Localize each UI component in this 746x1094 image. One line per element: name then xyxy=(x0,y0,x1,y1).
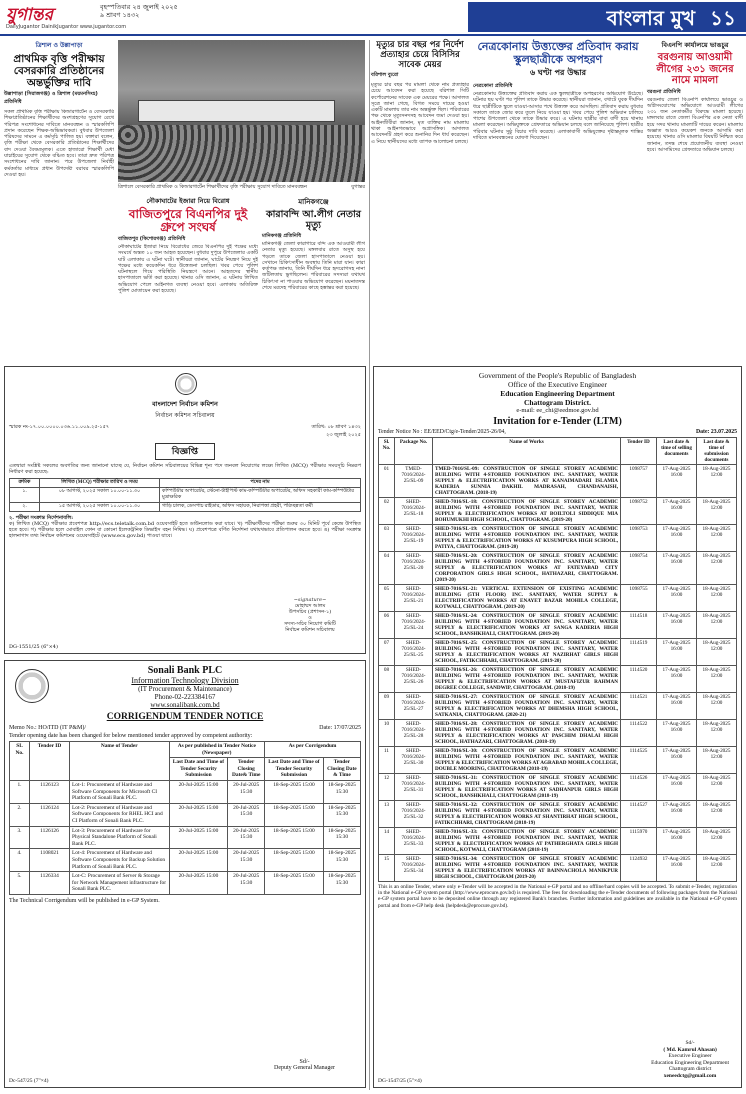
gov-cell-pkg: SHED-7016/2024-25/SL-21 xyxy=(395,585,433,612)
story-headline: বাজিতপুরে বিএনপির দুই গ্রুপে সংঘর্ষ xyxy=(128,207,248,234)
gov-cell-works: SHED-7016/SL-31: CONSTRUCTION OF SINGLE STOREY ACADEMIC BUILDING WITH 4-STORIED FOUNDATION INC. SANITARY, WATER SUPPLY & ELECTRIFICATION WORKS AT SADHANPUR GIRLS HIGH SCHOOL, BANSHKHALI, CHATTOGRAM (2018-19) xyxy=(433,774,621,801)
story-headline: প্রাথমিক বৃত্তি পরীক্ষায় বেসরকারি প্রতিষ্ঠানের অন্তর্ভুক্তির দাবি xyxy=(13,53,105,89)
ec-signer-role: সদস্য-সচিব নিয়োগ কমিটি xyxy=(284,621,336,627)
table-row xyxy=(10,849,361,872)
gov-cell-pkg: SHED-7016/2024-25/SL-30 xyxy=(395,747,433,774)
gov-cell-works: SHED-7016/SL-27: CONSTRUCTION OF SINGLE STOREY ACADEMIC BUILDING WITH 4-STORIED FOUNDATION INC. SANITARY, WATER SUPPLY & ELECTRIFICATION WORKS AT DHEMSHA HIGH SCHOOL, SATKANIA, CHATTOGRAM. (2020-21) xyxy=(433,693,621,720)
story-kicker: বিএনপি কার্যালয়ে ভাঙচুর xyxy=(661,41,729,49)
sonali-heading: CORRIGENDUM TENDER NOTICE xyxy=(106,712,264,722)
sonali-col-published: As per published in Tender Notice (Newspaper) xyxy=(169,742,265,758)
story-byline: বাজিতপুর (কিশোরগঞ্জ) প্রতিনিধি xyxy=(118,236,186,242)
ec-date-bangla: তারিখ: ০৮ শ্রাবণ ১৪৩২ xyxy=(311,424,361,430)
table-row xyxy=(379,498,737,525)
sonali-cell-c: 18-Sep-2025 15:00 xyxy=(265,803,324,826)
gov-cell-works: SHED-7016/SL-34: CONSTRUCTION OF SINGLE STOREY ACADEMIC BUILDING WITH 4-STORIED FOUNDATION INC. SANITARY, WATER SUPPLY & ELECTRIFICATION WORKS AT BAINNACHOLA MANIKPUR HIGH SCHOOL, CHATTOGRAM (2019-20) xyxy=(433,855,621,882)
sonali-col-name: Name of Tender xyxy=(70,742,170,781)
gov-cell-id: 1115970 xyxy=(621,828,657,855)
gov-cell-sub: 18-Aug-2025 12:00 xyxy=(697,774,737,801)
table-row xyxy=(379,525,737,552)
gov-cell-id: 1098752 xyxy=(621,498,657,525)
gov-cell-id: 1114518 xyxy=(621,612,657,639)
section-title xyxy=(468,2,746,32)
ec-signer-name: মোহাম্মদ আলম xyxy=(294,603,326,609)
gov-cell-sell: 17-Aug-2025 16:00 xyxy=(657,498,697,525)
sonali-col-sl: SL No. xyxy=(10,742,30,781)
table-row xyxy=(379,828,737,855)
sonali-cell-id: 1108021 xyxy=(30,849,70,872)
photo-caption xyxy=(118,184,365,190)
gov-cell-sl: 05 xyxy=(379,585,395,612)
sonali-cell-a: 20-Jul-2025 15:00 xyxy=(169,826,228,849)
gov-cell-works: SHED-7016/SL-33: CONSTRUCTION OF SINGLE STOREY ACADEMIC BUILDING WITH 4-STORIED FOUNDATION INC. SANITARY, WATER SUPPLY & ELECTRIFICATION WORKS AT PATHERGHATA GIRLS HIGH SCHOOL, KOTWALI, CHATTOGRAM (2018-19) xyxy=(433,828,621,855)
story-byline: বরিশাল ব্যুরো xyxy=(371,72,399,78)
ec-schedule-table xyxy=(9,478,361,512)
sonali-memo-row xyxy=(9,725,361,731)
photo-banner xyxy=(138,100,336,123)
sonali-tender-table xyxy=(9,741,361,895)
table-row xyxy=(379,552,737,585)
gov-cell-pkg: SHED-7016/2024-25/SL-32 xyxy=(395,801,433,828)
gov-line2: Office of the Executive Engineer xyxy=(508,380,607,389)
gov-col-works: Name of Works xyxy=(433,438,621,465)
gov-cell-sell: 17-Aug-2025 16:00 xyxy=(657,552,697,585)
table-row xyxy=(379,585,737,612)
gov-cell-sl: 09 xyxy=(379,693,395,720)
table-row xyxy=(379,465,737,498)
gov-cell-id: 1098755 xyxy=(621,585,657,612)
gov-tender-table xyxy=(378,437,737,882)
gov-cell-sub: 18-Aug-2025 12:00 xyxy=(697,525,737,552)
sonali-cell-a: 20-Jul-2025 15:00 xyxy=(169,803,228,826)
table-row xyxy=(379,774,737,801)
gov-cell-id: 1098754 xyxy=(621,552,657,585)
table-row xyxy=(379,693,737,720)
table-row xyxy=(379,801,737,828)
table-row xyxy=(379,639,737,666)
sonali-logo-icon xyxy=(15,669,49,703)
sonali-cell-d: 18-Sep-2025 15:30 xyxy=(323,803,360,826)
gov-cell-sl: 01 xyxy=(379,465,395,498)
gov-cell-id: 1114519 xyxy=(621,639,657,666)
ec-org-name: বাংলাদেশ নির্বাচন কমিশন xyxy=(152,400,218,408)
gov-cell-id: 1114527 xyxy=(621,801,657,828)
gov-line4: Chattogram District. xyxy=(523,398,592,407)
sonali-bank-notice xyxy=(4,660,366,1088)
ec-signature-block: ~signature~ মোহাম্মদ আলম উপসচিব (প্রশাসন-১) ও সদস্য-সচিব নিয়োগ কমিটি নির্বাচন কমিশন সচিবালয় xyxy=(265,597,355,633)
date-line-2: ৯ শ্রাবণ ১৪৩২ xyxy=(100,11,140,19)
gov-cell-pkg: SHED-7016/2024-25/SL-18 xyxy=(395,498,433,525)
gov-cell-pkg: SHED-7016/2024-25/SL-24 xyxy=(395,612,433,639)
gov-cell-sub: 18-Aug-2025 12:00 xyxy=(697,693,737,720)
gov-cell-sl: 08 xyxy=(379,666,395,693)
gov-cell-pkg: SHED-7016/2024-25/SL-27 xyxy=(395,693,433,720)
date-line-1: বৃহস্পতিবার ২৪ জুলাই ২০২৫ xyxy=(100,3,178,11)
gov-cell-sl: 15 xyxy=(379,855,395,882)
table-row xyxy=(379,720,737,747)
photo-credit: যুগান্তর xyxy=(351,184,365,190)
sonali-cell-name: Lot-4: Procurement of Hardware and Software Components for Backup Solution Platform of Sonali Bank PLC. xyxy=(70,849,170,872)
news-photo xyxy=(118,40,365,182)
gov-cell-pkg: SHED-7016/2024-25/SL-28 xyxy=(395,720,433,747)
ec-memo-row xyxy=(9,424,361,440)
gov-cell-sell: 17-Aug-2025 16:00 xyxy=(657,585,697,612)
newspaper-logo: যুগান্তর xyxy=(6,5,53,25)
gov-signer-dept: Education Engineering Department xyxy=(651,1059,729,1066)
gov-cell-sell: 17-Aug-2025 16:00 xyxy=(657,774,697,801)
gov-email: e-mail: ee_chi@eedmoe.gov.bd xyxy=(516,407,599,414)
ec-row-sl: ২. xyxy=(10,503,40,512)
gov-cell-sl: 12 xyxy=(379,774,395,801)
sonali-sd: Sd/- xyxy=(299,1059,310,1065)
ec-dg-ref: DG-1551/25 (6"×4) xyxy=(9,644,58,650)
sonali-cell-b: 20-Jul-2025 15:30 xyxy=(228,872,265,895)
gov-cell-sub: 18-Aug-2025 12:00 xyxy=(697,666,737,693)
sonali-cell-sl: 1. xyxy=(10,780,30,803)
ec-row-post: গাড়ি চালক, ডেসপাচ রাইডার, অফিস সহায়ক, নিরাপত্তা প্রহরী, পরিচ্ছন্নতা কর্মী xyxy=(160,503,361,512)
gov-cell-works: SHED-7016/SL-30: CONSTRUCTION OF SINGLE STOREY ACADEMIC BUILDING WITH 4-STORIED FOUNDATION INC. SANITARY, WATER SUPPLY & ELECTRIFICATION WORKS AT AGRABAD MOHILA COLLEGE, DOUBLE MOORING, CHATTOGRAM (2018-19) xyxy=(433,747,621,774)
gov-cell-sell: 17-Aug-2025 16:00 xyxy=(657,525,697,552)
gov-cell-sl: 11 xyxy=(379,747,395,774)
sonali-cell-sl: 2. xyxy=(10,803,30,826)
gov-cell-id: 1114521 xyxy=(621,693,657,720)
gov-cell-sl: 13 xyxy=(379,801,395,828)
gov-cell-sell: 17-Aug-2025 16:00 xyxy=(657,855,697,882)
gov-cell-works: SHED-7016/SL-19: CONSTRUCTION OF SINGLE STOREY ACADEMIC BUILDING WITH 4-STORIED FOUNDATION INC. SANITARY, WATER SUPPLY & ELECTRIFICATION WORKS AT KUSUMPURA HIGH SCHOOL, PATIYA, CHATTOGRAM. (2019-20) xyxy=(433,525,621,552)
gov-cell-id: 1098757 xyxy=(621,465,657,498)
story-body: সকল প্রাথমিক বৃত্তি পরীক্ষায় কিন্ডারগার্টেন ও বেসরকারি শিক্ষাপ্রতিষ্ঠানের শিক্ষার্থীদের অংশগ্রহণের সুযোগ রেখে পরিপত্র সংশোধনের দাবিতে মানববন্ধন ও স্মারকলিপি প্রদান করেছেন শিক্ষক-অভিভাবকরা। বুধবার উপজেলা পরিষদের সামনে এ কর্মসূচি পালিত হয়। বক্তারা বলেন, বৃত্তি পরীক্ষা থেকে বেসরকারি প্রতিষ্ঠানের শিক্ষার্থীদের বাদ দেওয়া বৈষম্যমূলক। এতে হাজারো শিক্ষার্থী মেধা যাচাইয়ের সুযোগ থেকে বঞ্চিত হবে। তারা দ্রুত পরিপত্র সংশোধনের দাবি জানান। পরে উপজেলা নির্বাহী কর্মকর্তার মাধ্যমে প্রধান উপদেষ্টা বরাবর স্মারকলিপি দেওয়া হয়। xyxy=(4,109,114,178)
gov-cell-sl: 07 xyxy=(379,639,395,666)
sonali-col-close2: Tender Closing Date & Time xyxy=(323,758,360,781)
ec-intro: এতদ্বারা সংশ্লিষ্ট সকলের অবগতির জন্য জানানো যাচ্ছে যে, নির্বাচন কমিশন সচিবালয়ের বিভিন্ন শূন্য পদে জনবল নিয়োগের লক্ষ্যে লিখিত (MCQ) পরীক্ষার সময়সূচি নিম্নরূপ নির্ধারণ করা হয়েছে: xyxy=(9,463,361,475)
gov-col-sell: Last date & time of selling documents xyxy=(657,438,697,465)
story-manikganj-death xyxy=(262,196,365,360)
sonali-cell-id: 1126123 xyxy=(30,780,70,803)
sonali-bank-name: Sonali Bank PLC xyxy=(147,665,223,676)
story-byline: উল্লাপাড়া (সিরাজগঞ্জ) ও ত্রিশাল (ময়মনসিংহ) প্রতিনিধি xyxy=(4,91,98,105)
sonali-cell-b: 20-Jul-2025 15:30 xyxy=(228,826,265,849)
story-headline: নেত্রকোনায় উত্ত্যক্তের প্রতিবাদ করায় স্কুলছাত্রীকে অপহরণ xyxy=(477,40,639,66)
masthead xyxy=(0,0,746,34)
gov-cell-sub: 18-Aug-2025 12:00 xyxy=(697,720,737,747)
gov-sd: Sd/- xyxy=(685,1040,695,1046)
sonali-cell-b: 20-Jul-2025 15:30 xyxy=(228,780,265,803)
gov-cell-id: 1114520 xyxy=(621,666,657,693)
masthead-rule xyxy=(0,34,746,36)
gov-cell-sell: 17-Aug-2025 16:00 xyxy=(657,639,697,666)
sonali-footer: The Technical Corrigendum will be published in e-GP System. xyxy=(9,897,160,904)
story-byline: বরগুনা প্রতিনিধি xyxy=(647,88,681,95)
table-row xyxy=(379,612,737,639)
gov-cell-sub: 18-Aug-2025 12:00 xyxy=(697,828,737,855)
caption-text: ত্রিশালে বেসরকারি প্রাথমিক ও কিন্ডারগার্টেন শিক্ষার্থীদের বৃত্তি পরীক্ষায় সুযোগ দাবিতে মানববন্ধন xyxy=(118,184,307,190)
sonali-cell-d: 18-Sep-2025 15:30 xyxy=(323,872,360,895)
gov-cell-pkg: SHED-7016/2024-25/SL-33 xyxy=(395,828,433,855)
gov-cell-pkg: SHED-7016/2024-25/SL-34 xyxy=(395,855,433,882)
sonali-unit: (IT Procurement & Maintenance) xyxy=(138,685,232,693)
story-bcc-mayor xyxy=(371,40,469,360)
story-headline: কারাবন্দি আ.লীগ নেতার মৃত্যু xyxy=(266,209,361,231)
table-row xyxy=(10,503,361,512)
ec-seal-icon xyxy=(175,373,197,395)
gov-cell-pkg: SHED-7016/2024-25/SL-25 xyxy=(395,639,433,666)
gov-rows xyxy=(379,465,737,882)
gov-cell-pkg: SHED-7016/2024-25/SL-20 xyxy=(395,552,433,585)
issue-date xyxy=(100,3,178,19)
sonali-cell-name: Lot-1: Procurement of Hardware and Software Components for Microsoft CI Platform of Sonali Bank PLC. xyxy=(70,780,170,803)
gov-notice-no: Tender Notice No : EE/EED/Ctg/e-Tender/2025-26/04, xyxy=(378,429,506,435)
gov-cell-pkg: SHED-7016/2024-25/SL-19 xyxy=(395,525,433,552)
sonali-cell-name: Lot-2: Procurement of Hardware and Software Components for RHEL HCI and CI Platform of Sonali Bank PLC. xyxy=(70,803,170,826)
sonali-cell-a: 20-Jul-2025 15:00 xyxy=(169,849,228,872)
ec-signer-org: নির্বাচন কমিশন সচিবালয় xyxy=(285,627,335,633)
table-row xyxy=(10,803,361,826)
section-name: বাংলার মুখ xyxy=(606,6,696,30)
gov-cell-works: SHED-7016/SL-28: CONSTRUCTION OF SINGLE STOREY ACADEMIC BUILDING WITH 4-STORIED FOUNDATION INC. SANITARY, WATER SUPPLY & ELECTRIFICATION WORKS AT PASCHIM DHALAI HIGH SCHOOL, HATHAZARI, CHATTOGRAM. (2018-19) xyxy=(433,720,621,747)
gov-cell-sl: 04 xyxy=(379,552,395,585)
gov-cell-pkg: TMED-7016/2024-25/SL-09 xyxy=(395,465,433,498)
sonali-rows xyxy=(10,780,361,894)
sonali-cell-d: 18-Sep-2025 15:30 xyxy=(323,780,360,803)
ec-col-sl: ক্রমিক xyxy=(10,479,40,488)
story-kicker: নৌকাঘাটের ইজারা নিয়ে বিরোধ xyxy=(146,197,230,205)
gov-cell-works: SHED-7016/SL-18: CONSTRUCTION OF SINGLE STOREY ACADEMIC BUILDING WITH 4-STORIED FOUNDATION INC. SANITARY, WATER SUPPLY & ELECTRIFICATION WORKS AT BOILTOLI SIDDIQUE MIA BOHUMUKHI HIGH SCHOOL, CHATTOGRAM. (2019-20) xyxy=(433,498,621,525)
ec-dates xyxy=(312,424,362,440)
story-headline: মৃত্যুর চার বছর পর নির্দেশ প্রত্যাহার চেয়ে বিসিসির সাবেক মেয়র xyxy=(376,40,464,70)
ec-memo: স্মারক নং-১৭.০০.০০০০.০৩৬.১১.০০৯.২৫-১৫৭ xyxy=(9,424,110,430)
ec-row-date: ১৫ আগস্ট, ২০২৫ সকাল ১০.০০-১১.৩০ xyxy=(40,503,160,512)
page-number: ১১ xyxy=(710,6,736,30)
table-row xyxy=(10,780,361,803)
sonali-date: Date: 17/07/2025 xyxy=(319,725,361,731)
gov-signer-name: ( Md. Kamrul Ahasan) xyxy=(663,1046,717,1053)
gov-signer-dist: Chattogram district xyxy=(668,1066,712,1072)
sonali-col-id: Tender ID xyxy=(30,742,70,781)
sonali-cell-a: 20-Jul-2025 15:00 xyxy=(169,872,228,895)
story-kicker: মানিকগঞ্জে xyxy=(298,198,329,206)
gov-cell-sl: 03 xyxy=(379,525,395,552)
gov-cell-sub: 18-Aug-2025 12:00 xyxy=(697,612,737,639)
gov-col-pkg: Package No. xyxy=(395,438,433,465)
gov-dg-ref: DG-1547/25 (5"×4) xyxy=(378,1078,422,1084)
gov-cell-sell: 17-Aug-2025 16:00 xyxy=(657,693,697,720)
sonali-cell-sl: 3. xyxy=(10,826,30,849)
table-row xyxy=(10,826,361,849)
eed-tender-notice xyxy=(373,366,742,1088)
sonali-signature xyxy=(274,1059,335,1071)
gov-cell-sell: 17-Aug-2025 16:00 xyxy=(657,465,697,498)
table-row xyxy=(10,488,361,503)
gov-cell-sell: 17-Aug-2025 16:00 xyxy=(657,612,697,639)
sonali-cell-sl: 5. xyxy=(10,872,30,895)
gov-cell-sub: 18-Aug-2025 12:00 xyxy=(697,552,737,585)
sonali-cell-b: 20-Jul-2025 15:30 xyxy=(228,849,265,872)
story-headline: বরগুনায় আওয়ামী লীগের ২৩১ জনের নামে মামলা xyxy=(656,52,734,86)
gov-cell-works: SHED-7016/SL-20: CONSTRUCTION OF SINGLE STOREY ACADEMIC BUILDING WITH 4-STORIED FOUNDATION INC. SANITARY, WATER SUPPLY & ELECTRIFICATION WORKS AT FATEYABAD CITY CORPORATION GIRLS HIGH SCHOOL, HATHAZARI, CHATTOGRAM. (2019-20) xyxy=(433,552,621,585)
sonali-cell-b: 20-Jul-2025 15:30 xyxy=(228,803,265,826)
gov-cell-works: TMED-7016/SL-09: CONSTRUCTION OF SINGLE STOREY ACADEMIC BUILDING WITH 4-STORIED FOUNDATION INC. SANITARY, WATER SUPPLY & ELECTRIFICATION WORKS AT KANAIMADARI ISLAMIA KADERIA SUNNIA DAKHIL MADRASAH, CHANDANAISH, CHATTOGRAM. (2018-19) xyxy=(433,465,621,498)
gov-notice-row xyxy=(378,429,737,435)
gov-cell-sub: 18-Aug-2025 12:00 xyxy=(697,498,737,525)
gov-signature xyxy=(651,1040,729,1079)
gov-cell-sell: 17-Aug-2025 16:00 xyxy=(657,666,697,693)
gov-cell-works: SHED-7016/SL-26: CONSTRUCTION OF SINGLE STOREY ACADEMIC BUILDING WITH 4-STORIED FOUNDATION INC. SANITARY, WATER SUPPLY & ELECTRIFICATION WORKS AT MUSTAFIZUR RAHMAN DEGREE COLLEGE, SANDWIP, CHATTOGRAM. (2018-19) xyxy=(433,666,621,693)
gov-cell-pkg: SHED-7016/2024-25/SL-26 xyxy=(395,666,433,693)
gov-col-sub: Last date & time of submission documents xyxy=(697,438,737,465)
gov-col-sl: Sl. No. xyxy=(379,438,395,465)
gov-heading: Invitation for e-Tender (LTM) xyxy=(493,416,622,427)
sonali-cell-a: 20-Jul-2025 15:00 xyxy=(169,780,228,803)
sonali-col-last2: Last Date and Time of Tender Security Submission xyxy=(265,758,324,781)
ec-col-date: লিখিত (MCQ) পরীক্ষার তারিখ ও সময় xyxy=(40,479,160,488)
gov-cell-works: SHED-7016/SL-21: VERTICAL EXTENSION OF EXISTING ACADEMIC BUILDING (5TH FLOOR) INC. SANITARY, WATER SUPPLY & ELECTRIFICATION WORKS AT ENAYET BAZAR MOHILA COLLEGE, KOTWALI, CHATTOGRAM. (2019-20) xyxy=(433,585,621,612)
gov-cell-sell: 17-Aug-2025 16:00 xyxy=(657,747,697,774)
gov-cell-pkg: SHED-7016/2024-25/SL-31 xyxy=(395,774,433,801)
ec-org-sub: নির্বাচন কমিশন সচিবালয় xyxy=(155,412,215,419)
gov-line1: Government of the People's Republic of Bangladesh xyxy=(478,371,637,380)
ec-row-date: ০৮ আগস্ট, ২০২৫ সকাল ১০.০০-১১.৩০ xyxy=(40,488,160,503)
sonali-col-corrigendum: As per Corrigendum xyxy=(265,742,361,758)
ec-instructions-head: ২. পরীক্ষা সংক্রান্ত নির্দেশনাবলি: xyxy=(9,515,74,521)
gov-cell-id: 1114522 xyxy=(621,720,657,747)
gov-line3: Education Engineering Department xyxy=(500,389,615,398)
ec-instructions: ক) লিখিত (MCQ) পরীক্ষার প্রবেশপত্র http://ecs.teletalk.com.bd ওয়েবসাইট হতে ডাউনলোড করা যাবে। খ) পরীক্ষার্থীদের পরীক্ষা শুরুর ৩০ মিনিট পূর্বে কেন্দ্রে উপস্থিত হতে হবে। গ) পরীক্ষার হলে মোবাইল ফোন বা কোনো ইলেকট্রনিক ডিভাইস বহন নিষিদ্ধ। ঘ) প্রবেশপত্রে বর্ণিত নির্দেশনা যথাযথভাবে প্রতিপালন করতে হবে। ঙ) পরীক্ষা সংক্রান্ত হালনাগাদ তথ্য নির্বাচন কমিশনের ওয়েবসাইটে (www.ecs.gov.bd) পাওয়া যাবে। xyxy=(9,521,361,539)
table-row xyxy=(379,666,737,693)
column-divider xyxy=(369,40,370,1090)
ec-signer-for: ও xyxy=(308,615,312,621)
sonali-division: Information Technology Division xyxy=(131,676,239,685)
sonali-cell-c: 18-Sep-2025 15:00 xyxy=(265,872,324,895)
sonali-cell-id: 1126334 xyxy=(30,872,70,895)
sonali-cell-c: 18-Sep-2025 15:00 xyxy=(265,826,324,849)
gov-cell-sub: 18-Aug-2025 12:00 xyxy=(697,855,737,882)
gov-cell-sub: 18-Aug-2025 12:00 xyxy=(697,585,737,612)
sonali-cell-c: 18-Sep-2025 15:00 xyxy=(265,780,324,803)
story-barguna-case xyxy=(647,40,743,360)
social-handles: DailyJugantor DainikJugantor www.jugantor.com xyxy=(6,24,127,30)
table-row xyxy=(379,855,737,882)
table-row xyxy=(10,872,361,895)
story-body: নেত্রকোনায় উত্ত্যক্তের প্রতিবাদ করায় এক স্কুলছাত্রীকে অপহরণের অভিযোগ উঠেছে। ঘটনার ছয় ঘণ্টা পর পুলিশ তাকে উদ্ধার করেছে। স্থানীয়রা জানান, বখাটে যুবক দীর্ঘদিন ধরে ছাত্রীটিকে স্কুলে যাওয়া-আসার পথে উত্ত্যক্ত করে আসছিল। প্রতিবাদ করায় বুধবার সকালে তাকে জোর করে তুলে নিয়ে যাওয়া হয়। খবর পেয়ে পুলিশ অভিযান চালিয়ে পাশের উপজেলা থেকে তাকে উদ্ধার করে। এ ঘটনায় ছাত্রীর বাবা বাদী হয়ে থানায় মামলা করেছেন। অভিযুক্তকে গ্রেফতারে অভিযান চলছে বলে জানিয়েছে পুলিশ। ছাত্রীর পরিবার ঘটনার সুষ্ঠু বিচার দাবি করেছে। এলাকাবাসী অভিযুক্তের দৃষ্টান্তমূলক শাস্তির দাবিতে মানববন্ধনের ঘোষণা দিয়েছেন। xyxy=(473,91,643,142)
gov-cell-id: 1114525 xyxy=(621,747,657,774)
gov-col-id: Tender ID xyxy=(621,438,657,465)
gov-cell-id: 1124932 xyxy=(621,855,657,882)
gov-cell-sell: 17-Aug-2025 16:00 xyxy=(657,801,697,828)
ec-row-post: কম্পিউটার অপারেটর, স্টেনো-টাইপিস্ট কাম-কম্পিউটার অপারেটর, অফিস সহকারী কাম-কম্পিউটার মুদ্রাক্ষরিক xyxy=(160,488,361,503)
sonali-cell-name: Lot-C: Procurement of Server & Storage for Network Management infrastructure for Sonali Bank PLC. xyxy=(70,872,170,895)
gov-signer-email: xeneedctg@gmail.com xyxy=(663,1072,717,1079)
election-commission-notice xyxy=(4,366,366,654)
story-body: বরগুনায় জেলা বিএনপি কার্যালয়ে ভাঙচুর ও অগ্নিসংযোগের অভিযোগে আওয়ামী লীগের ২৩১ জন নেতাকর্মীর বিরুদ্ধে মামলা হয়েছে। মঙ্গলবার রাতে জেলা বিএনপির এক নেতা বাদী হয়ে সদর থানায় মামলাটি দায়ের করেন। মামলায় অজ্ঞাত আরও কয়েকশ জনকে আসামি করা হয়েছে। থানার ওসি মামলার বিষয়টি নিশ্চিত করে জানান, তদন্ত শেষে প্রয়োজনীয় ব্যবস্থা নেওয়া হবে। আসামিদের গ্রেফতারে অভিযান চলছে। xyxy=(647,96,743,153)
sonali-dc-ref: Dc-547/25 (7"×4) xyxy=(9,1078,49,1084)
sonali-cell-sl: 4. xyxy=(10,849,30,872)
gov-cell-sub: 18-Aug-2025 12:00 xyxy=(697,747,737,774)
gov-cell-sub: 18-Aug-2025 12:00 xyxy=(697,465,737,498)
photo-crowd xyxy=(118,125,365,182)
ec-row-sl: ১. xyxy=(10,488,40,503)
gov-cell-sl: 06 xyxy=(379,612,395,639)
sonali-website: www.sonalibank.com.bd xyxy=(150,701,220,709)
sonali-cell-d: 18-Sep-2025 15:30 xyxy=(323,849,360,872)
story-byline: নেত্রকোনা প্রতিনিধি xyxy=(473,83,513,89)
story-body: মৃত্যুর চার বছর পর মামলা থেকে নাম প্রত্যাহার চেয়ে আবেদন করা হয়েছে বরিশাল সিটি কর্পোরেশনের সাবেক এক মেয়রের পক্ষে। আদালত সূত্রে জানা গেছে, বিগত সময়ে দায়ের হওয়া একটি মামলায় তার নাম অন্তর্ভুক্ত ছিল। পরিবারের পক্ষ থেকে মৃত্যুসনদসহ আবেদন জমা দেওয়া হয়। আইনজীবীরা জানান, মৃত ব্যক্তির নাম মামলায় থাকা আইনগতভাবে অপ্রাসঙ্গিক। আদালত আবেদনটি গ্রহণ করে শুনানির দিন ধার্য করেছেন। এ নিয়ে স্থানীয়দের মধ্যে ব্যাপক আলোচনা চলছে। xyxy=(371,82,469,145)
story-kicker: ত্রিশাল ও উল্লাপাড়া xyxy=(35,42,83,49)
story-bajitpur-clash xyxy=(118,196,258,360)
table-row xyxy=(379,747,737,774)
gov-cell-sl: 10 xyxy=(379,720,395,747)
story-byline: মানিকগঞ্জ প্রতিনিধি xyxy=(262,233,301,239)
sonali-col-last: Last Date and Time of Tender Security Submission xyxy=(169,758,228,781)
gov-cell-works: SHED-7016/SL-25: CONSTRUCTION OF SINGLE STOREY ACADEMIC BUILDING WITH 4-STORIED FOUNDATION INC. SANITARY, WATER SUPPLY & ELECTRIFICATION WORKS AT NAZIRHAT GIRLS HIGH SCHOOL, FATIKCHHARI, CHATTOGRAM. (2019-20) xyxy=(433,639,621,666)
gov-date: Date: 23.07.2025 xyxy=(695,429,737,435)
ec-date-greg: ২৩ জুলাই ২০২৫ xyxy=(326,432,361,438)
sonali-cell-id: 1126126 xyxy=(30,826,70,849)
sonali-cell-c: 18-Sep-2025 15:00 xyxy=(265,849,324,872)
gov-footer: This is an online Tender, where only e-Tender will be accepted in the National e-GP portal and no offline/hard copies will be accepted. To submit e-Tender, registration in the National e-GP system portal (http://www.eprocure.gov.bd) is required. The fees for downloading the e-Tender documents of following packages from the National e-GP system portal have to be deposited online through any registered Bank's branches. Further information and guidelines are available in the National e-GP system portal and from e-GP help desk (helpdesk@eprocure.gov.bd). xyxy=(378,884,737,909)
ec-heading: বিজ্ঞপ্তি xyxy=(155,443,215,460)
sonali-signer: Deputy General Manager xyxy=(274,1065,335,1071)
ec-col-post: পদের নাম xyxy=(160,479,361,488)
sonali-memo: Memo No.: HO/ITD (IT P&M)/ xyxy=(9,725,87,731)
sonali-phone: Phone-02-223384167 xyxy=(154,693,216,701)
sonali-cell-d: 18-Sep-2025 15:30 xyxy=(323,826,360,849)
sonali-cell-name: Lot-3: Procurement of Hardware for Physical Standalone Platform of Sonali Bank PLC. xyxy=(70,826,170,849)
sonali-col-close: Tender Closing Date& Time xyxy=(228,758,265,781)
story-body: মানিকগঞ্জ জেলা কারাগারে বন্দি এক আওয়ামী লীগ নেতার মৃত্যু হয়েছে। মঙ্গলবার রাতে অসুস্থ হয়ে পড়লে তাকে জেলা হাসপাতালে নেওয়া হয়। সেখানে চিকিৎসাধীন অবস্থায় তিনি মারা যান। কারা কর্তৃপক্ষ জানায়, তিনি দীর্ঘদিন ধরে হৃদরোগসহ নানা জটিলতায় ভুগছিলেন। পরিবারের সদস্যরা যথাযথ চিকিৎসা না পাওয়ার অভিযোগ করেছেন। ময়নাতদন্ত শেষে মরদেহ পরিবারের কাছে হস্তান্তর করা হয়েছে। xyxy=(262,241,365,292)
story-primary-scholarship xyxy=(4,40,114,360)
story-body: নৌকাঘাটের ইজারা নিয়ে বিরোধের জেরে বিএনপির দুই পক্ষের মধ্যে সংঘর্ষে অন্তত ১০ জন আহত হয়েছেন। বুধবার দুপুরে উপজেলার একটি ঘাট এলাকায় এ ঘটনা ঘটে। স্থানীয়রা জানান, ঘাটের নিয়ন্ত্রণ নিয়ে দুই পক্ষের মধ্যে কয়েকদিন ধরে উত্তেজনা চলছিল। খবর পেয়ে পুলিশ ঘটনাস্থলে গিয়ে পরিস্থিতি নিয়ন্ত্রণে আনে। আহতদের স্থানীয় হাসপাতালে ভর্তি করা হয়েছে। থানার ওসি জানান, এ ঘটনায় লিখিত অভিযোগ পেলে আইনগত ব্যবস্থা নেওয়া হবে। এলাকায় অতিরিক্ত পুলিশ মোতায়েন করা হয়েছে। xyxy=(118,244,258,295)
gov-cell-sl: 02 xyxy=(379,498,395,525)
gov-signer-title: Executive Engineer xyxy=(668,1053,712,1059)
story-netrokona-abduction xyxy=(473,40,643,360)
gov-cell-sl: 14 xyxy=(379,828,395,855)
gov-cell-id: 1114526 xyxy=(621,774,657,801)
gov-cell-sell: 17-Aug-2025 16:00 xyxy=(657,828,697,855)
gov-cell-sub: 18-Aug-2025 12:00 xyxy=(697,639,737,666)
gov-cell-sub: 18-Aug-2025 12:00 xyxy=(697,801,737,828)
gov-cell-works: SHED-7016/SL-24: CONSTRUCTION OF SINGLE STOREY ACADEMIC BUILDING WITH 4-STORIED FOUNDATION INC. SANITARY, WATER SUPPLY & ELECTRIFICATION WORKS AT SANGA KADERIA HIGH SCHOOL, BANSHKHALI, CHATTOGRAM. (2019-20) xyxy=(433,612,621,639)
story-subtitle: ৬ ঘণ্টা পর উদ্ধার xyxy=(529,68,587,77)
sonali-cell-id: 1126124 xyxy=(30,803,70,826)
gov-cell-sell: 17-Aug-2025 16:00 xyxy=(657,720,697,747)
gov-cell-works: SHED-7016/SL-32: CONSTRUCTION OF SINGLE STOREY ACADEMIC BUILDING WITH 4-STORIED FOUNDATION INC. SANITARY, WATER SUPPLY & ELECTRIFICATION WORKS AT SHANTIRHAT HIGH SCHOOL, FATIKCHHARI, CHATTOGRAM (2018-19) xyxy=(433,801,621,828)
gov-cell-id: 1098753 xyxy=(621,525,657,552)
sonali-intro: Tender opening date has been changed for below mentioned tender approved by competent authority: xyxy=(9,733,253,739)
ec-signer-title: উপসচিব (প্রশাসন-১) xyxy=(288,609,332,615)
